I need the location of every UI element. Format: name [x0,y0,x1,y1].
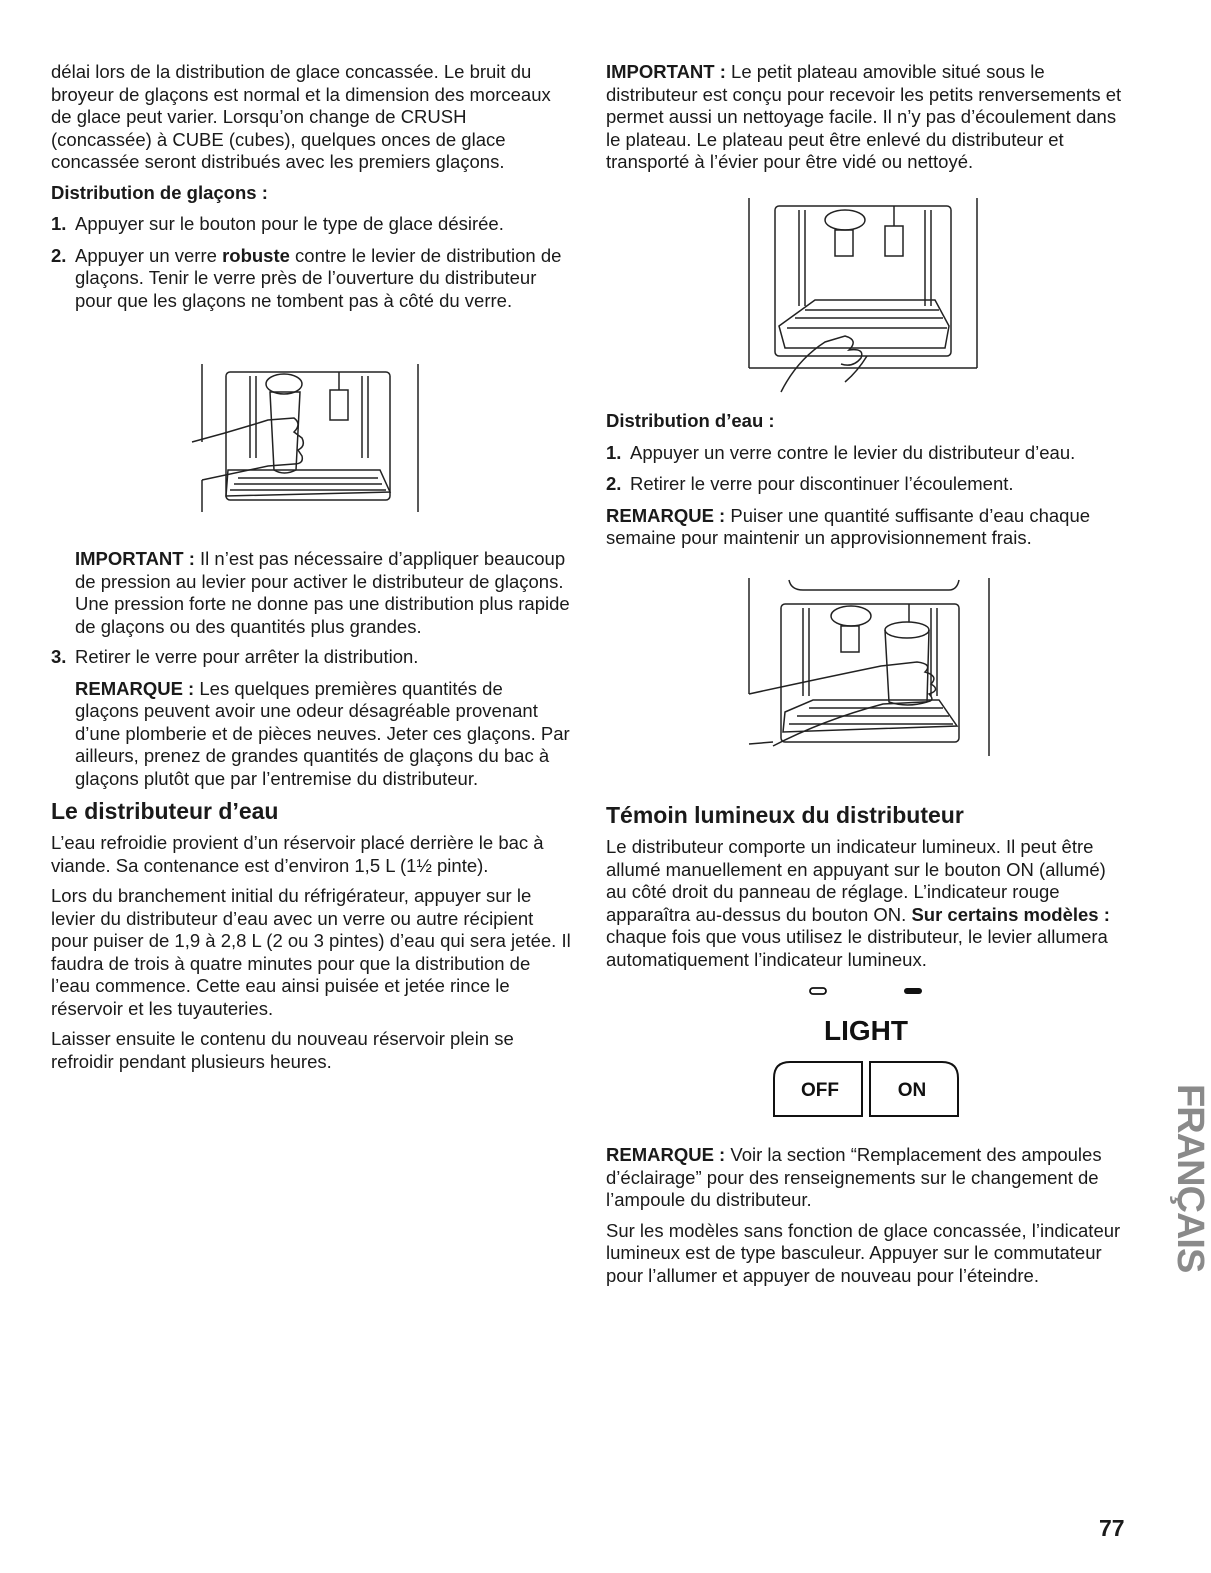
remarque-label: REMARQUE : [606,1144,726,1165]
on-indicator-icon [904,988,922,994]
light-indicator-heading: Témoin lumineux du distributeur [606,802,964,828]
ice-step-1 [51,213,571,236]
light-text-end: chaque fois que vous utilisez le distributeur, le levier allumera automatiquement l’indicateur lumineux. [606,926,1108,970]
remarque-water-note [606,505,1126,550]
step-text-end: contre le levier de distribution de glaçons. Tenir le verre près de l’ouverture du distributeur pour que les glaçons ne tombent pas à côté du verre. [75,244,562,311]
intro-paragraph: délai lors de la distribution de glace concassée. Le bruit du broyeur de glaçons est normal et la dimension des morceaux de glace peut varier. Lorsqu’on change de CRUSH (concassée) à CUBE (cubes), quelques onces de glace concassée seront distribués avec les premiers glaçons. [51,61,551,172]
step-number: 1. [606,441,622,463]
remarque-text: Voir la section “Remplacement des ampoules d’éclairage” pour des renseignements sur le changement de l’ampoule du distributeur. [606,1144,1102,1210]
rocker-switch-paragraph: Sur les modèles sans fonction de glace concassée, l’indicateur lumineux est de type basculeur. Appuyer sur le commutateur pour l’allumer et appuyer de nouveau pour l’éteindre. [606,1219,1121,1286]
left-column [51,61,571,321]
remarque-label: REMARQUE : [75,677,195,699]
light-text-bold: Sur certains modèles : [911,903,1110,925]
ice-step-3 [51,646,571,669]
right-column-water [606,410,1126,558]
step-number: 2. [51,244,67,266]
important-tray-note [606,61,1126,174]
right-column-light [606,796,1126,979]
water-paragraph-2: Lors du branchement initial du réfrigérateur, appuyer sur le levier du distributeur d’eau avec un verre ou autre récipient pour puiser de 1,9 à 2,8 L (2 ou 3 pintes) d’eau qui sera jetée. Il faudra de trois à quatre minutes pour que la distribution de l’eau commence. Cette eau ainsi puisée et jetée rince le réservoir et les tuyauteries. [51,885,571,1019]
ice-dispenser-illustration [190,362,422,514]
water-paragraph-3: Laisser ensuite le contenu du nouveau réservoir plein se refroidir pendant plusieurs heures. [51,1028,514,1072]
step-text: Retirer le verre pour arrêter la distribution. [75,646,419,667]
remarque-text: Les quelques premières quantités de glaçons peuvent avoir une odeur désagréable provenant d’une plomberie et de pièces neuves. Jeter ces glaçons. Par ailleurs, prenez de grandes quantités de glaçons du bac à glaçons plutôt que par l’entremise du distributeur. [75,677,570,789]
light-text-start: Le distributeur comporte un indicateur lumineux. Il peut être allumé manuellement en appuyant sur le bouton ON (allumé) au côté droit du panneau de réglage. L’indicateur rouge apparaîtra au-dessus du bouton ON. [606,836,1106,925]
remarque-label: REMARQUE : [606,504,726,526]
off-indicator-icon [810,988,826,994]
remarque-text: Puiser une quantité suffisante d’eau chaque semaine pour maintenir un approvisionnement frais. [606,504,1091,548]
language-side-tab [1148,1080,1211,1350]
important-note [51,548,571,638]
step-text: Appuyer sur le bouton pour le type de glace désirée. [75,213,504,234]
important-label: IMPORTANT : [606,61,726,82]
step-text-start: Appuyer un verre [75,244,223,266]
water-dispenser-illustration [743,576,995,758]
step-text: Retirer le verre pour discontinuer l’écoulement. [630,473,1014,494]
left-column-continued [51,548,571,1081]
side-tab-text: FRANÇAIS [1169,1084,1211,1273]
page-number: 77 [1099,1515,1125,1541]
ice-step-2 [51,245,571,313]
drip-tray-illustration [745,196,981,408]
important-text: Il n’est pas nécessaire d’appliquer beaucoup de pression au levier pour activer le distributeur de glaçons. Une pression forte ne donne pas une distribution plus rapide de glaçons ou des quantités plus grandes. [75,548,570,637]
step-text: Appuyer un verre contre le levier du distributeur d’eau. [630,441,1076,463]
light-paragraph [606,836,1126,971]
light-panel-title: LIGHT [824,1015,908,1046]
step-text-bold: robuste [222,244,290,266]
step-number: 3. [51,646,67,667]
water-step-1 [606,442,1126,465]
water-dispenser-heading: Le distributeur d’eau [51,798,279,824]
water-step-2 [606,473,1126,496]
water-dispensing-heading: Distribution d’eau : [606,410,775,431]
important-text: Le petit plateau amovible situé sous le distributeur est conçu pour recevoir les petits renversements et permet aussi un nettoyage facile. Il n’y pas d’écoulement dans le plateau. Le plateau peut être enlevé du distributeur et transporté à l’évier pour être vidé ou nettoyé. [606,61,1122,172]
important-label: IMPORTANT : [75,548,195,569]
right-column-bottom [606,1144,1126,1295]
water-paragraph-1: L’eau refroidie provient d’un réservoir placé derrière le bac à viande. Sa contenance est d’environ 1,5 L (1½ pinte). [51,832,544,876]
step-number: 2. [606,473,622,494]
step-number: 1. [51,213,67,234]
ice-dispensing-heading: Distribution de glaçons : [51,181,268,203]
on-button-label: ON [897,1080,927,1101]
light-control-panel [770,980,966,1122]
remarque-note [51,678,571,791]
remarque-bulb-note [606,1144,1126,1212]
right-column [606,61,1126,182]
off-button-label: OFF [801,1080,839,1101]
